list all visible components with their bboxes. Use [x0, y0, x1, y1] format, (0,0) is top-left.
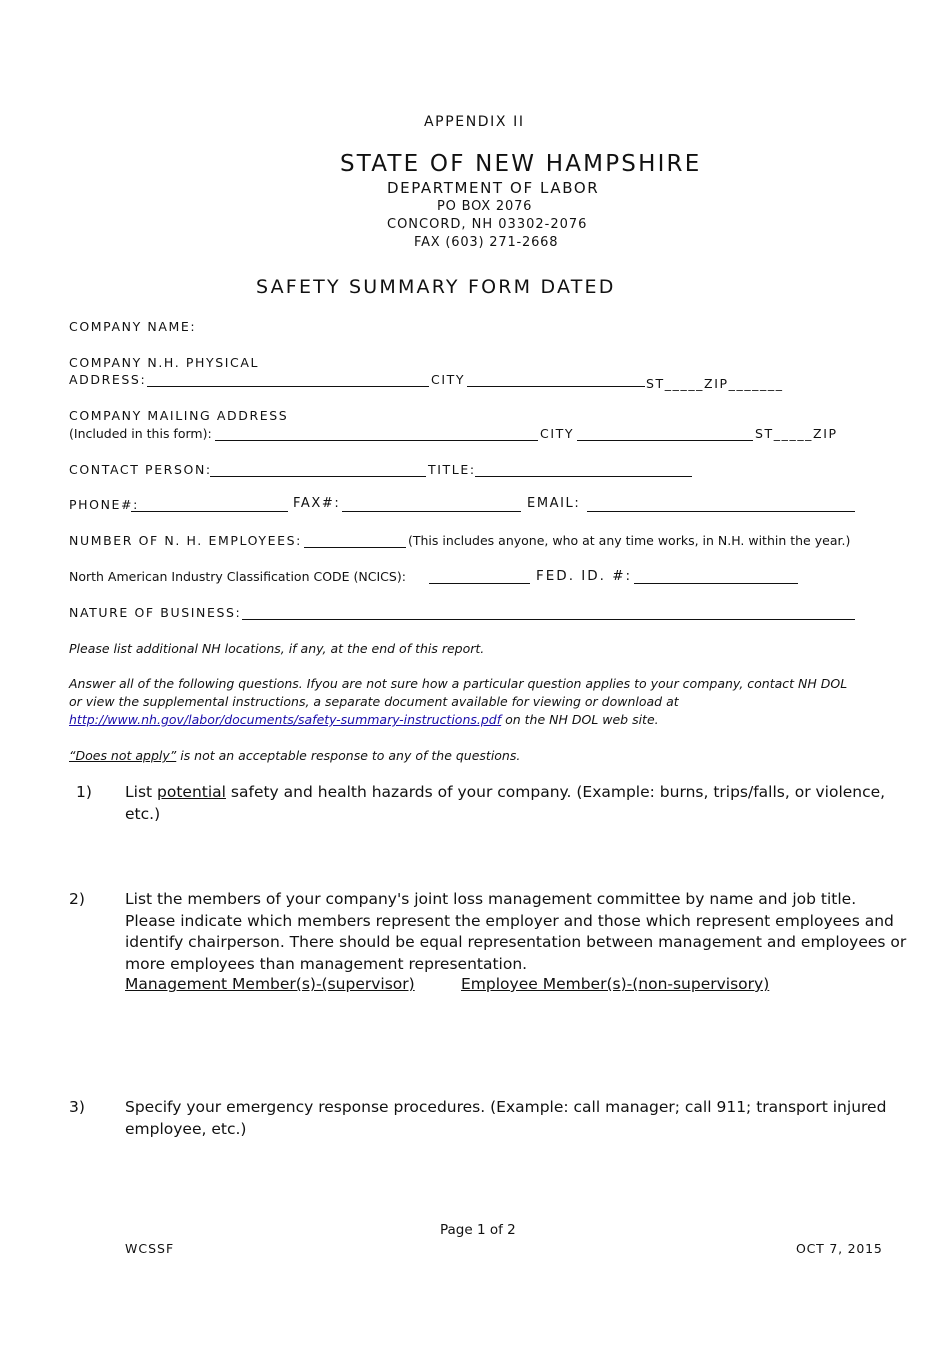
form-code: WCSSF [125, 1241, 175, 1256]
po-box: PO BOX 2076 [437, 199, 533, 214]
email-label: EMAIL: [527, 496, 581, 511]
answer-note-1: Answer all of the following questions. Ifyou are not sure how a particular question applies to your company, contact NH DOL [69, 676, 848, 691]
fax-number: FAX (603) 271-2668 [414, 235, 559, 250]
employees-note: (This includes anyone, who at any time works, in N.H. within the year.) [408, 533, 851, 548]
contact-person-label: CONTACT PERSON: [69, 462, 212, 477]
question-1-number: 1) [76, 783, 92, 801]
phone-label: PHONE#: [69, 497, 139, 512]
question-1-text: List potential safety and health hazards of your company. (Example: burns, trips/falls, or violence, etc.) [125, 783, 886, 823]
company-name-label: COMPANY NAME: [69, 319, 197, 334]
ncics-label: North American Industry Classification CODE (NCICS): [69, 569, 406, 584]
physical-address-label-2: ADDRESS: [69, 372, 147, 387]
additional-locations-note: Please list additional NH locations, if any, at the end of this report. [69, 641, 485, 656]
management-members-header: Management Member(s)-(supervisor) [125, 975, 415, 993]
department-name: DEPARTMENT OF LABOR [387, 179, 600, 197]
answer-note-3: http://www.nh.gov/labor/documents/safety-summary-instructions.pdf on the NH DOL web site. [69, 712, 659, 727]
does-not-apply-note: “Does not apply” is not an acceptable response to any of the questions. [69, 748, 521, 763]
state-title: STATE OF NEW HAMPSHIRE [340, 151, 702, 177]
mailing-address-line[interactable] [215, 428, 538, 441]
city-state-zip: CONCORD, NH 03302-2076 [387, 217, 588, 232]
page-number: Page 1 of 2 [440, 1222, 516, 1238]
fax-line[interactable] [342, 499, 521, 512]
employees-label: NUMBER OF N. H. EMPLOYEES: [69, 533, 302, 548]
fed-id-line[interactable] [634, 571, 798, 584]
question-2-number: 2) [69, 890, 85, 908]
employee-members-header: Employee Member(s)-(non-supervisory) [461, 975, 770, 993]
physical-address-line[interactable] [147, 374, 429, 387]
question-3-number: 3) [69, 1098, 85, 1116]
mailing-city-label: CITY [540, 426, 575, 441]
question-3-text: Specify your emergency response procedures. (Example: call manager; call 911; transport injured employee, etc.) [125, 1098, 887, 1138]
appendix-label: APPENDIX II [424, 114, 525, 130]
title-line[interactable] [475, 464, 692, 477]
mailing-address-label-2: (Included in this form): [69, 426, 212, 441]
form-title: SAFETY SUMMARY FORM DATED [256, 276, 616, 298]
physical-city-line[interactable] [467, 374, 645, 387]
phone-line[interactable] [131, 499, 288, 512]
instructions-link[interactable]: http://www.nh.gov/labor/documents/safety-summary-instructions.pdf [69, 712, 502, 727]
question-2-text: List the members of your company's joint loss management committee by name and job title. Please indicate which members represent the employer and those which represent employees and identify chairperson. There should be equal representation between management and employees or more employees than management representation. [125, 890, 907, 973]
revision-date: OCT 7, 2015 [796, 1241, 883, 1256]
title-label: TITLE: [428, 462, 476, 477]
nature-label: NATURE OF BUSINESS: [69, 605, 242, 620]
physical-st-label: ST_____ZIP_______ [646, 376, 784, 391]
mailing-address-label-1: COMPANY MAILING ADDRESS [69, 408, 289, 423]
nature-line[interactable] [242, 607, 855, 620]
employees-line[interactable] [304, 535, 406, 548]
fax-label: FAX#: [293, 496, 341, 511]
physical-address-label-1: COMPANY N.H. PHYSICAL [69, 355, 260, 370]
mailing-city-line[interactable] [577, 428, 753, 441]
email-line[interactable] [587, 499, 855, 512]
ncics-line[interactable] [429, 571, 530, 584]
fed-id-label: FED. ID. #: [536, 568, 633, 584]
physical-city-label: CITY [431, 372, 466, 387]
contact-person-line[interactable] [210, 464, 426, 477]
answer-note-2: or view the supplemental instructions, a separate document available for viewing or download at [69, 694, 679, 709]
mailing-st-label: ST_____ZIP [755, 426, 838, 441]
